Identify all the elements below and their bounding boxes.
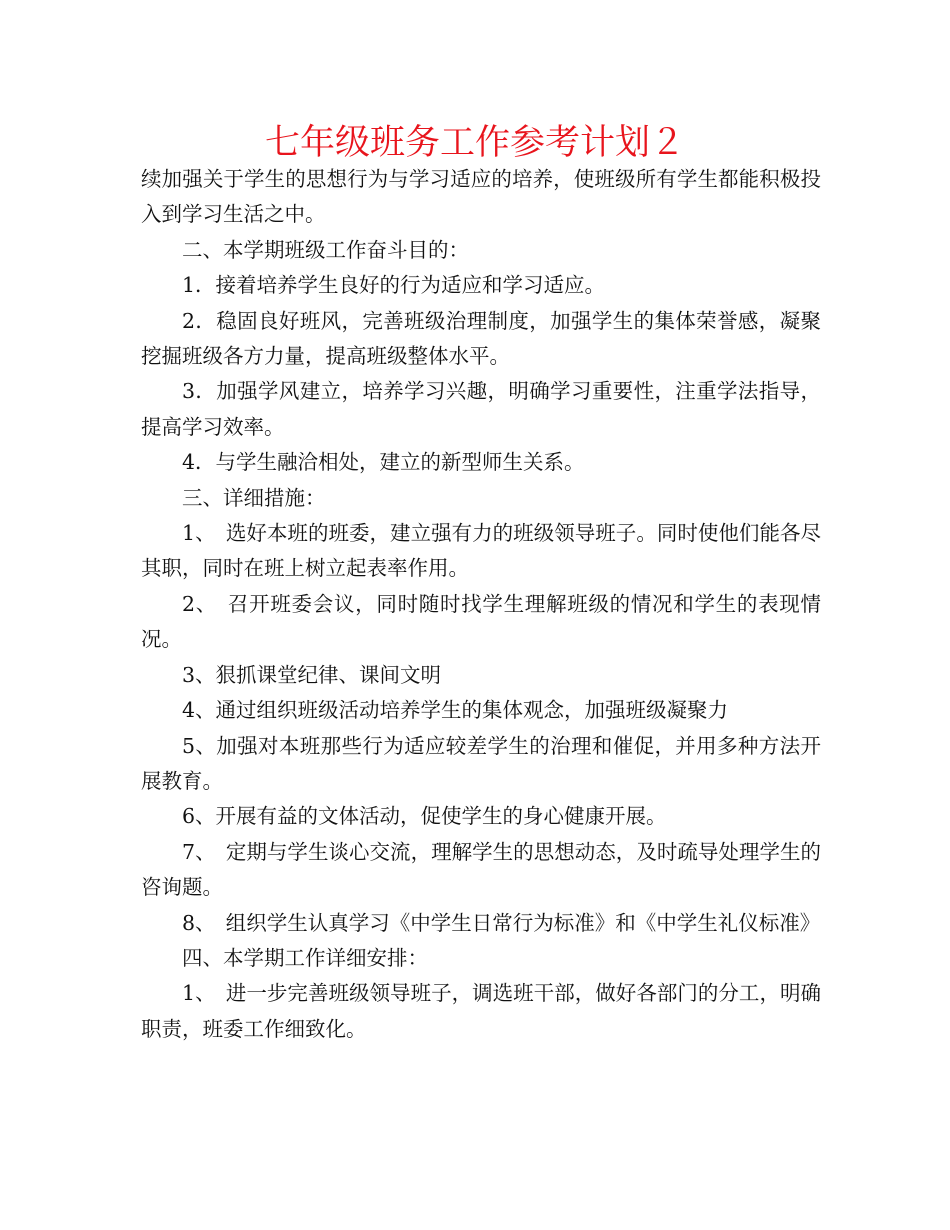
paragraph: 8、 组织学生认真学习《中学生日常行为标准》和《中学生礼仪标准》 — [182, 910, 821, 935]
paragraph: 5、加强对本班那些行为适应较差学生的治理和催促，并用多种方法开展教育。 — [141, 733, 821, 793]
paragraph: 三、详细措施： — [182, 485, 326, 510]
paragraph: 1、 进一步完善班级领导班子，调选班干部，做好各部门的分工，明确职责，班委工作细致化。 — [141, 981, 821, 1041]
paragraph: 二、本学期班级工作奋斗目的： — [182, 237, 469, 262]
paragraph: 2、 召开班委会议，同时随时找学生理解班级的情况和学生的表现情况。 — [141, 591, 821, 652]
paragraph: 2．稳固良好班风，完善班级治理制度，加强学生的集体荣誉感，凝聚挖掘班级各方力量，提高班级整体水平。 — [141, 308, 821, 369]
paragraph: 3、狠抓课堂纪律、课间文明 — [182, 662, 442, 687]
paragraph: 7、 定期与学生谈心交流，理解学生的思想动态，及时疏导处理学生的咨询题。 — [141, 839, 821, 900]
paragraph: 1、 选好本班的班委，建立强有力的班级领导班子。同时使他们能各尽其职，同时在班上树立起表率作用。 — [141, 521, 821, 581]
document-body — [141, 162, 821, 1047]
paragraph: 4．与学生融洽相处，建立的新型师生关系。 — [182, 450, 585, 475]
paragraph: 1．接着培养学生良好的行为适应和学习适应。 — [182, 273, 606, 298]
paragraph: 4、通过组织班级活动培养学生的集体观念，加强班级凝聚力 — [182, 698, 729, 723]
paragraph: 6、开展有益的文体活动，促使学生的身心健康开展。 — [182, 804, 667, 829]
document-title: 七年级班务工作参考计划２ — [264, 123, 685, 163]
paragraph: 四、本学期工作详细安排： — [182, 945, 428, 970]
paragraph: 3．加强学风建立，培养学习兴趣，明确学习重要性，注重学法指导，提高学习效率。 — [141, 379, 821, 439]
paragraph: 续加强关于学生的思想行为与学习适应的培养，使班级所有学生都能积极投入到学习生活之中。 — [141, 167, 821, 227]
